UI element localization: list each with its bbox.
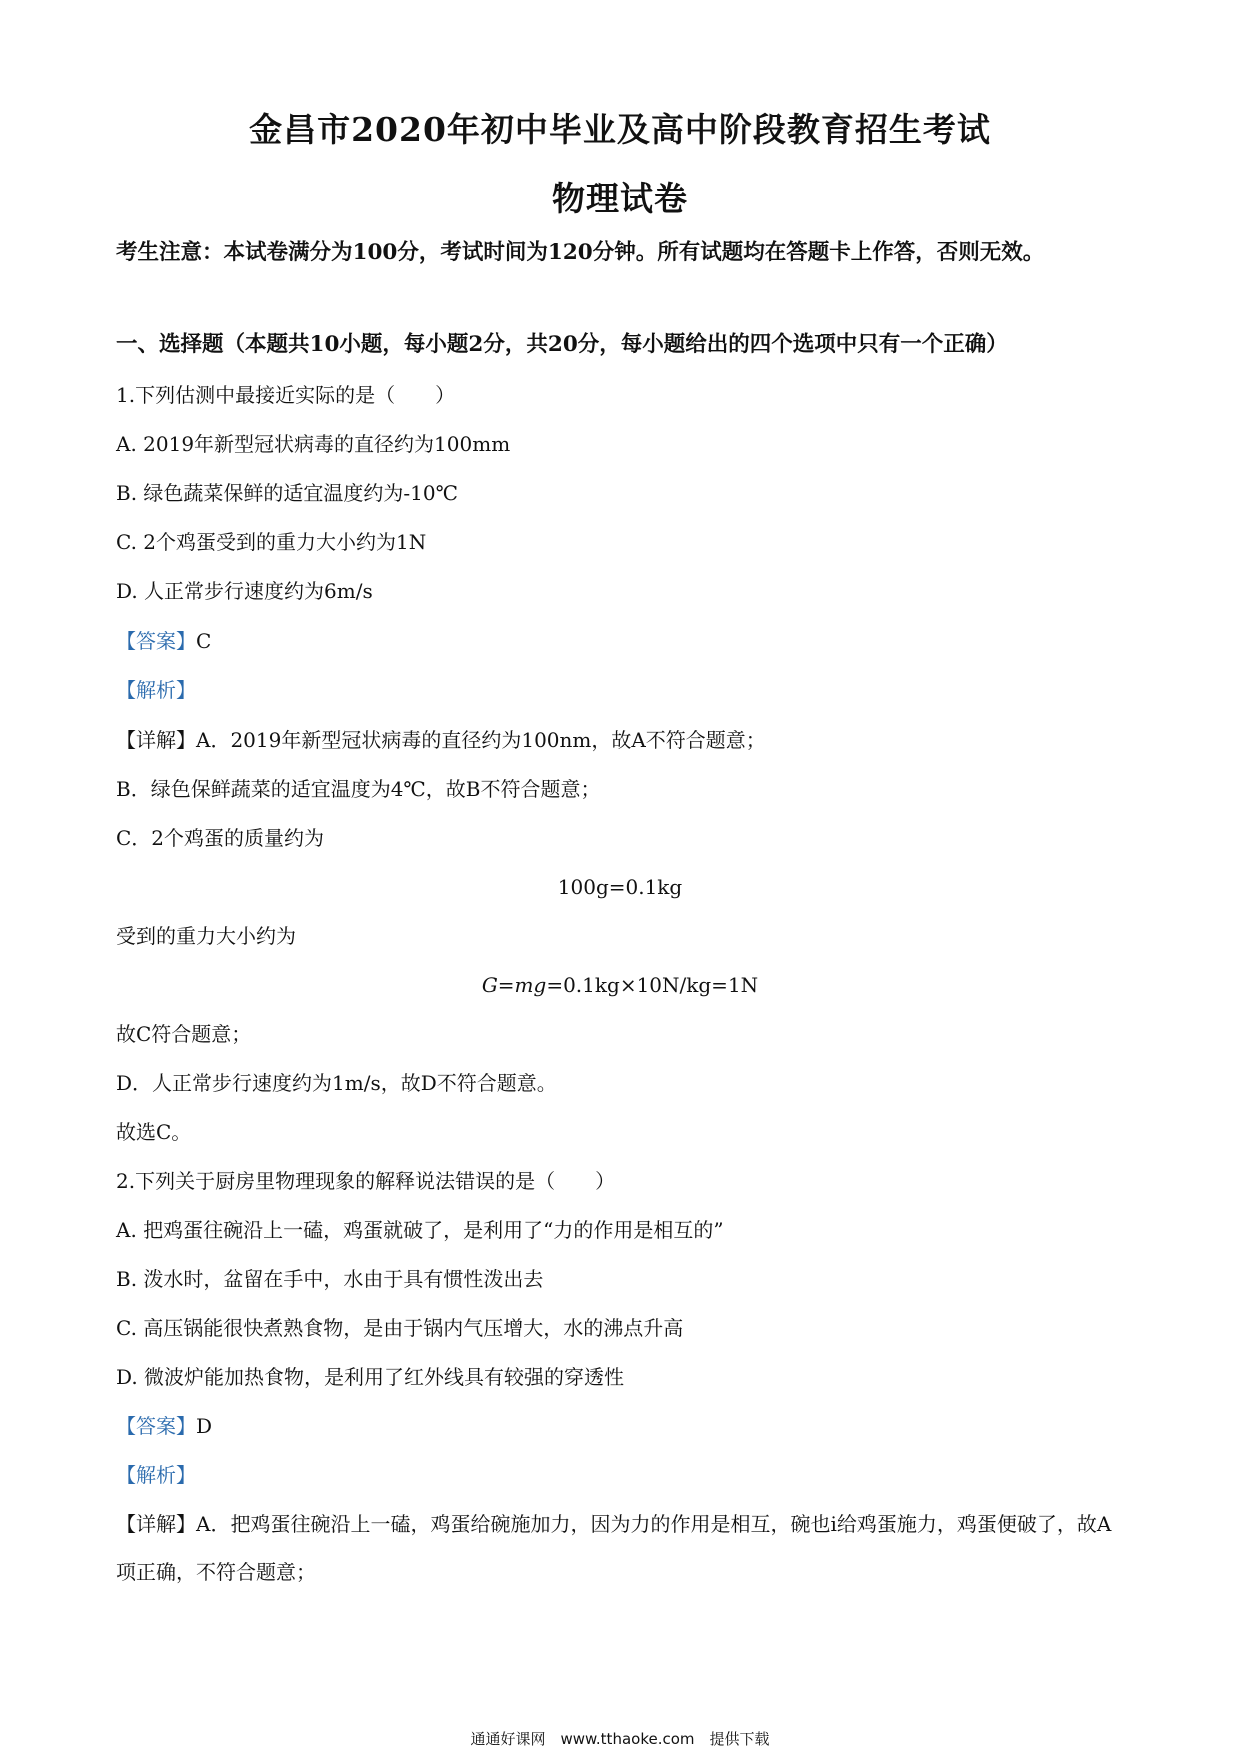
exam-notice: 考生注意：本试卷满分为100分，考试时间为120分钟。所有试题均在答题卡上作答，否则无效。 — [116, 240, 1045, 265]
detail-label: 【详解】 — [116, 1512, 196, 1536]
question-1-detail-c: C．2个鸡蛋的质量约为 — [116, 826, 325, 850]
section-heading: 一、选择题（本题共10小题，每小题2分，共20分，每小题给出的四个选项中只有一个正确） — [116, 332, 1008, 357]
page-footer: 通通好课网 www.tthaoke.com 提供下载 — [470, 1730, 770, 1748]
question-2-option-d: D. 微波炉能加热食物，是利用了红外线具有较强的穿透性 — [116, 1365, 625, 1389]
question-2-analysis-label: 【解析】 — [116, 1463, 196, 1487]
question-1-option-a: A. 2019年新型冠状病毒的直径约为100mm — [116, 432, 511, 456]
answer-label: 【答案】 — [116, 629, 196, 653]
question-2-stem: 2.下列关于厨房里物理现象的解释说法错误的是（ ） — [116, 1169, 616, 1193]
formula-weight-variables: G=mg — [481, 973, 547, 997]
detail-label: 【详解】 — [116, 728, 196, 752]
question-2-option-a: A. 把鸡蛋往碗沿上一磕，鸡蛋就破了，是利用了“力的作用是相互的” — [116, 1218, 724, 1242]
question-2-detail-a — [116, 1500, 1126, 1596]
exam-subtitle: 物理试卷 — [552, 179, 688, 218]
question-1-answer — [116, 628, 211, 654]
question-1-analysis-label: 【解析】 — [116, 678, 196, 702]
question-1-detail-a — [116, 727, 766, 753]
formula-mass: 100g=0.1kg — [557, 875, 683, 899]
question-1-detail-c2: 受到的重力大小约为 — [116, 924, 296, 948]
answer-label: 【答案】 — [116, 1414, 196, 1438]
question-1-option-b: B. 绿色蔬菜保鲜的适宜温度约为-10℃ — [116, 481, 458, 505]
question-2-option-b: B. 泼水时，盆留在手中，水由于具有惯性泼出去 — [116, 1267, 544, 1291]
answer-value: C — [196, 629, 212, 653]
formula-weight — [0, 972, 1240, 998]
question-2-answer — [116, 1413, 212, 1439]
question-1-option-d: D. 人正常步行速度约为6m/s — [116, 579, 373, 603]
detail-text: A．把鸡蛋往碗沿上一磕，鸡蛋给碗施加力，因为力的作用是相互，碗也i给鸡蛋施力，鸡蛋便破了，故A项正确，不符合题意； — [116, 1512, 1112, 1584]
formula-weight-values: =0.1kg×10N/kg=1N — [546, 973, 759, 997]
question-1-option-c: C. 2个鸡蛋受到的重力大小约为1N — [116, 530, 427, 554]
question-1-conclusion: 故选C。 — [116, 1120, 192, 1144]
question-2-option-c: C. 高压锅能很快煮熟食物，是由于锅内气压增大，水的沸点升高 — [116, 1316, 684, 1340]
answer-value: D — [196, 1414, 213, 1438]
question-1-detail-c3: 故C符合题意； — [116, 1022, 252, 1046]
question-1-stem: 1.下列估测中最接近实际的是（ ） — [116, 383, 456, 407]
exam-title: 金昌市2020年初中毕业及高中阶段教育招生考试 — [249, 110, 991, 149]
detail-text: A．2019年新型冠状病毒的直径约为100nm，故A不符合题意； — [196, 728, 766, 752]
question-1-detail-b: B．绿色保鲜蔬菜的适宜温度为4℃，故B不符合题意； — [116, 777, 601, 801]
question-1-detail-d: D．人正常步行速度约为1m/s，故D不符合题意。 — [116, 1071, 557, 1095]
